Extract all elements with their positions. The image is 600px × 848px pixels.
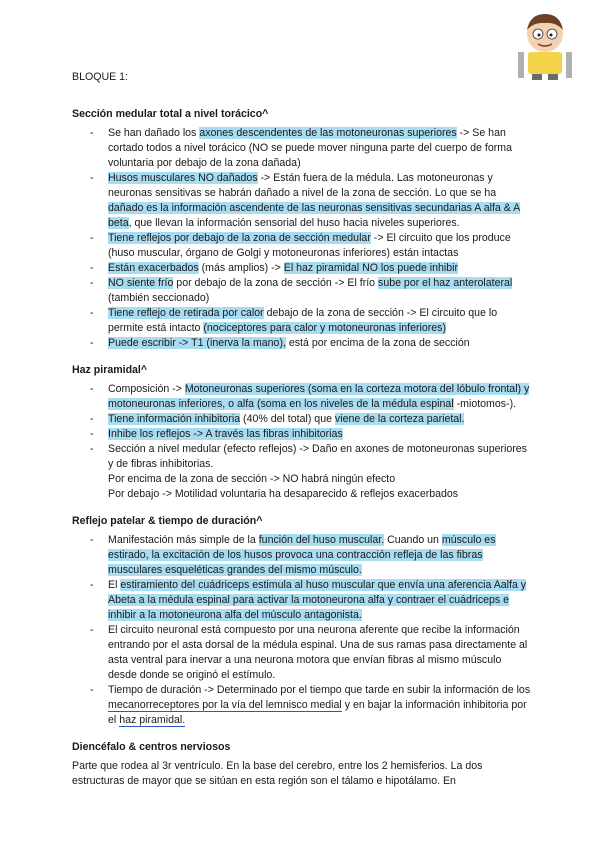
list-item: - Tiene reflejos por debajo de la zona de sección medular -> El circuito que los produce (huso muscular, órgano de Golgi y motoneuronas inferiores) están intactas bbox=[72, 231, 532, 261]
list-item: - Composición -> Motoneuronas superiores (soma en la corteza motora del lóbulo frontal) y motoneuronas inferiores, o alfa (soma en los niveles de la médula espinal -miotomos-). bbox=[72, 382, 532, 412]
section-diencephalon bbox=[72, 740, 532, 789]
list-item: - El estiramiento del cuádriceps estimula al huso muscular que envía una aferencia Aalfa y Abeta a la médula espinal para activar la motoneurona alfa y contraer el cuádriceps e inhibir a la motoneurona alfa del músculo antagonista. bbox=[72, 578, 532, 623]
section-pyramidal-tract bbox=[72, 363, 532, 502]
list-item: - Se han dañado los axones descendentes de las motoneuronas superiores -> Se han cortado todos a nivel torácico (NO se puede mover ninguna parte del cuerpo de forma voluntaria por debajo de la zona dañada) bbox=[72, 126, 532, 171]
list-item: - Manifestación más simple de la función del huso muscular. Cuando un músculo es estirado, la excitación de los husos provoca una contracción refleja de las fibras musculares esqueléticas grandes del mismo músculo. bbox=[72, 533, 532, 578]
list-item: - Inhibe los reflejos -> A través las fibras inhibitorias bbox=[72, 427, 532, 442]
list-item: - Tiene información inhibitoria (40% del total) que viene de la corteza parietal. bbox=[72, 412, 532, 427]
section-spinal-transection bbox=[72, 107, 532, 351]
list-item: - Sección a nivel medular (efecto reflejos) -> Daño en axones de motoneuronas superiores y de fibras inhibitorias. bbox=[72, 442, 532, 472]
bullet-list bbox=[72, 382, 532, 472]
list-item: - El circuito neuronal está compuesto por una neurona aferente que recibe la información entrando por el asta dorsal de la médula espinal. Una de sus ramas pasa directamente al asta ventral para inervar a una neurona motora que envían fibras al mismo músculo desde donde se originó el estímulo. bbox=[72, 623, 532, 683]
list-item: - Husos musculares NO dañados -> Están fuera de la médula. Las motoneuronas y neuronas sensitivas se habrán dañado a nivel de la zona de sección. Lo que se ha dañado es la información ascendente de las neuronas sensitivas secundarias A alfa & A beta, que llevan la información sensorial del huso hacia niveles superiores. bbox=[72, 171, 532, 231]
list-item: - Tiene reflejo de retirada por calor debajo de la zona de sección -> El circuito que lo permite está intacto (nociceptores para calor y motoneuronas inferiores) bbox=[72, 306, 532, 336]
paragraph: Parte que rodea al 3r ventrículo. En la base del cerebro, entre los 2 hemisferios. La dos estructuras de mayor que se sitúan en esta región son el tálamo e hipotálamo. En bbox=[72, 760, 483, 787]
section-title: Haz piramidal^ bbox=[72, 364, 148, 376]
section-title: Diencéfalo & centros nerviosos bbox=[72, 741, 231, 753]
section-title: Sección medular total a nivel torácico^ bbox=[72, 108, 269, 120]
shirt bbox=[528, 52, 562, 74]
pen-underline: mecanorreceptores por la vía del lemnisco medial bbox=[108, 699, 342, 711]
bullet-list bbox=[72, 126, 532, 351]
pen-underline: haz piramidal. bbox=[119, 714, 186, 726]
block-title: BLOQUE 1: bbox=[72, 71, 128, 83]
section-title: Reflejo patelar & tiempo de duración^ bbox=[72, 515, 263, 527]
list-item: - Puede escribir -> T1 (inerva la mano), está por encima de la zona de sección bbox=[72, 336, 532, 351]
right-crutch bbox=[566, 52, 572, 78]
list-item: - Tiempo de duración -> Determinado por el tiempo que tarde en subir la información de los mecanorreceptores por la vía del lemnisco medial y en bajar la información inhibitoria por el haz piramidal. bbox=[72, 683, 532, 728]
document-body bbox=[72, 70, 532, 789]
text-line: Por debajo -> Motilidad voluntaria ha desaparecido & reflejos exacerbados bbox=[108, 488, 459, 500]
list-item: - Están exacerbados (más amplios) -> El haz piramidal NO los puede inhibir bbox=[72, 261, 532, 276]
list-item: - NO siente frío por debajo de la zona de sección -> El frío sube por el haz anterolateral (también seccionado) bbox=[72, 276, 532, 306]
bullet-list bbox=[72, 533, 532, 728]
section-patellar-reflex bbox=[72, 514, 532, 728]
text-line: Por encima de la zona de sección -> NO habrá ningún efecto bbox=[108, 473, 396, 485]
